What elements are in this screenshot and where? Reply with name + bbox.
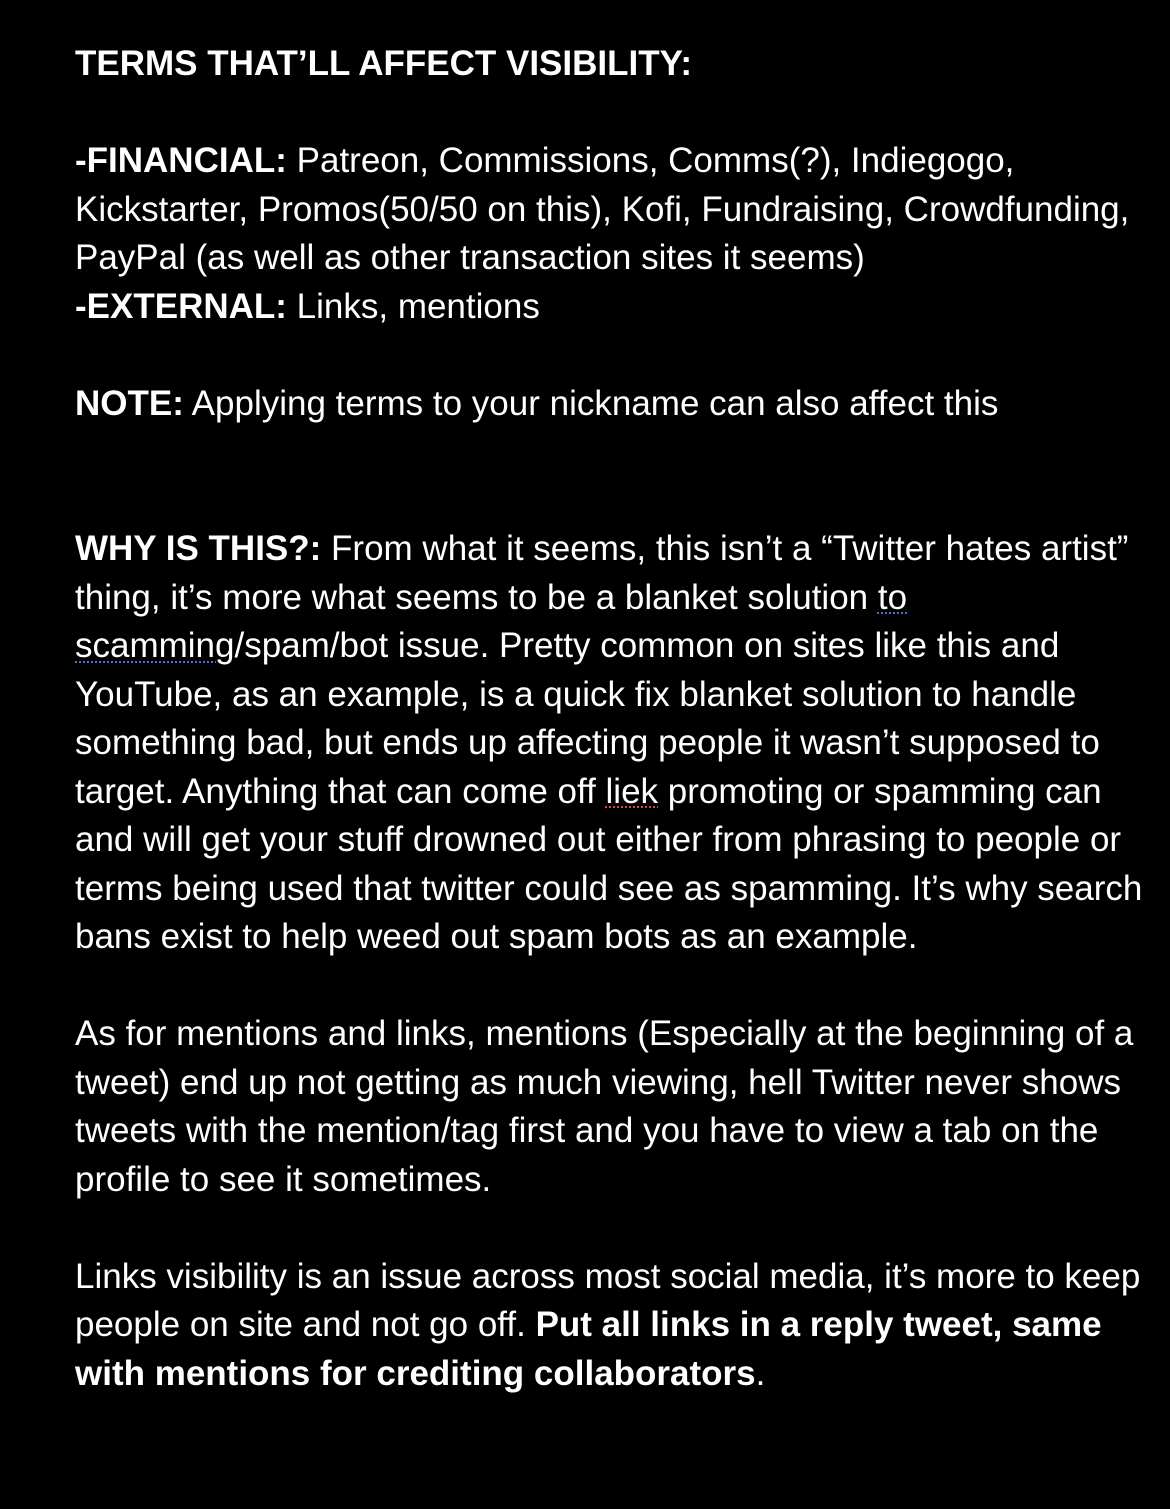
financial-paragraph: [75, 137, 1145, 283]
why-text-3: promoting or spamming can and will get your stuff drowned out either from phrasing to people or terms being used that twitter could see as spamming. It’s why search bans exist to help weed out spam bots as an example.: [75, 771, 1143, 956]
mentions-paragraph: As for mentions and links, mentions (Especially at the beginning of a tweet) end up not getting as much viewing, hell Twitter never shows tweets with the mention/tag first and you have to view a tab on the profile to see it sometimes.: [75, 1014, 1134, 1199]
blank-line: [75, 331, 1145, 380]
links-paragraph: [75, 1253, 1145, 1399]
note-paragraph: [75, 380, 1145, 429]
why-text-2: /spam/bot issue. Pretty common on sites like this and YouTube, as an example, is a quick fix blanket solution to handle something bad, but ends up affecting people it wasn’t supposed to target. Anything that can come off: [75, 626, 1100, 811]
note-label: NOTE:: [75, 383, 184, 423]
why-label: WHY IS THIS?:: [75, 529, 322, 568]
why-paragraph: [75, 525, 1145, 962]
external-text: Links, mentions: [286, 286, 540, 326]
heading: TERMS THAT’LL AFFECT VISIBILITY:: [75, 44, 692, 83]
blank-lines: [75, 428, 1145, 525]
grammar-flag[interactable]: to scamming: [75, 577, 908, 665]
blank-line: [75, 962, 1145, 1011]
financial-label: -FINANCIAL:: [75, 141, 287, 180]
links-end: .: [755, 1353, 766, 1393]
external-paragraph: [75, 283, 1145, 332]
links-text: Links visibility is an issue across most social media, it’s more to keep people on site and not go off.: [75, 1256, 1141, 1344]
financial-text: Patreon, Commissions, Comms(?), Indiegogo, Kickstarter, Promos(50/50 on this), Kofi, Fundraising, Crowdfunding, PayPal (as well as other transaction sites it seems): [75, 141, 1130, 277]
why-text-1: From what it seems, this isn’t a “Twitter hates artist” thing, it’s more what seems to be a blanket solution: [75, 529, 1129, 617]
blank-line: [75, 89, 1145, 138]
document-body: [75, 40, 1145, 1398]
links-bold-advice: Put all links in a reply tweet, same with mentions for crediting collaborators: [75, 1305, 1102, 1393]
spelling-flag[interactable]: liek: [605, 771, 659, 811]
note-text: Applying terms to your nickname can also affect this: [183, 383, 999, 423]
blank-line: [75, 1204, 1145, 1253]
external-label: -EXTERNAL:: [75, 286, 287, 326]
